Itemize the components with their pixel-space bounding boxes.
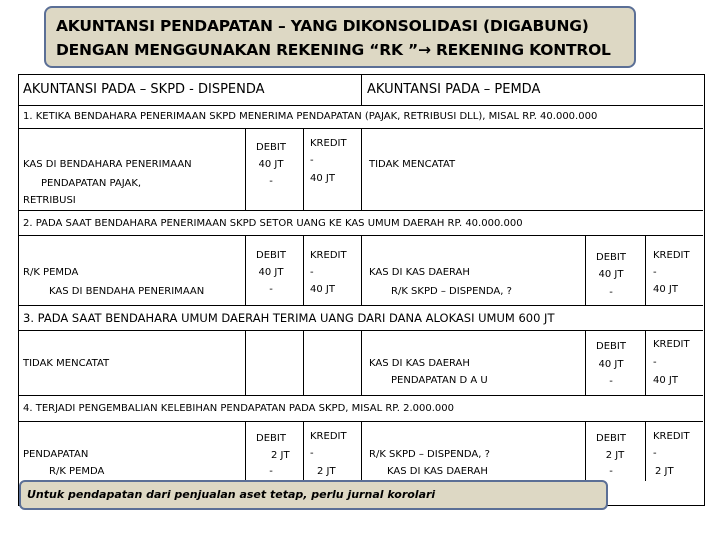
debit-label: DEBIT: [596, 341, 626, 352]
title-line-1: AKUNTANSI PENDAPATAN – YANG DIKONSOLIDASI (DIGABUNG): [56, 17, 589, 35]
debit-value: 2 JT: [271, 450, 290, 461]
debit-value: -: [609, 376, 613, 387]
kredit-value: 40 JT: [310, 284, 335, 295]
divider: [19, 395, 703, 396]
section-4-left-line: PENDAPATAN: [23, 449, 89, 460]
divider: [303, 128, 304, 210]
debit-value: -: [269, 176, 273, 187]
section-1-heading: 1. KETIKA BENDAHARA PENERIMAAN SKPD MENERIMA PENDAPATAN (PAJAK, RETRIBUSI DLL), MISAL RP. 40.000.000: [23, 111, 598, 122]
divider: [645, 235, 646, 305]
kredit-label: KREDIT: [653, 339, 690, 350]
debit-value: 40 JT: [598, 359, 624, 370]
debit-value: 40 JT: [258, 267, 284, 278]
kredit-value: -: [653, 448, 657, 459]
section-3-heading: 3. PADA SAAT BENDAHARA UMUM DAERAH TERIMA UANG DARI DANA ALOKASI UMUM 600 JT: [23, 311, 555, 325]
divider: [303, 235, 304, 305]
debit-value: 40 JT: [598, 269, 624, 280]
journal-table: [18, 74, 705, 506]
divider: [245, 330, 246, 395]
divider: [19, 305, 703, 306]
divider: [19, 105, 703, 106]
kredit-label: KREDIT: [310, 250, 347, 261]
divider: [245, 235, 246, 305]
section-2-left-line: R/K PEMDA: [23, 267, 79, 278]
kredit-value: -: [653, 267, 657, 278]
kredit-value: 40 JT: [310, 173, 335, 184]
debit-value: -: [269, 284, 273, 295]
debit-label: DEBIT: [596, 433, 626, 444]
divider: [645, 330, 646, 395]
divider: [361, 421, 362, 481]
section-4-left-line: R/K PEMDA: [49, 466, 105, 477]
debit-label: DEBIT: [596, 252, 626, 263]
title-line-2-b: REKENING KONTROL: [430, 41, 611, 59]
kredit-value: 40 JT: [653, 375, 678, 386]
divider: [361, 235, 362, 305]
footer-note: [19, 480, 608, 510]
section-3-left-line: TIDAK MENCATAT: [23, 358, 110, 369]
section-1-left-line: KAS DI BENDAHARA PENERIMAAN: [23, 159, 192, 170]
debit-value: 2 JT: [605, 450, 625, 461]
section-1-left-line: PENDAPATAN PAJAK,: [41, 178, 142, 189]
debit-label: DEBIT: [256, 433, 286, 444]
section-3-right-line: PENDAPATAN D A U: [391, 375, 488, 386]
divider: [585, 330, 586, 395]
divider: [245, 128, 246, 210]
section-1-right-line: TIDAK MENCATAT: [369, 159, 456, 170]
divider: [585, 235, 586, 305]
kredit-value: -: [310, 267, 314, 278]
kredit-label: KREDIT: [653, 250, 690, 261]
footer-note-text: Untuk pendapatan dari penjualan aset tetap, perlu jurnal korolari: [27, 488, 436, 501]
section-4-right-line: KAS DI KAS DAERAH: [387, 466, 488, 477]
kredit-label: KREDIT: [310, 431, 347, 442]
section-2-right-line: KAS DI KAS DAERAH: [369, 267, 470, 278]
kredit-value: -: [653, 357, 657, 368]
kredit-value: 40 JT: [653, 284, 678, 295]
section-1-left-line: RETRIBUSI: [23, 195, 76, 206]
column-header-pemda: AKUNTANSI PADA – PEMDA: [367, 82, 541, 97]
divider: [361, 75, 362, 105]
section-2-heading: 2. PADA SAAT BENDAHARA PENERIMAAN SKPD SETOR UANG KE KAS UMUM DAERAH RP. 40.000.000: [23, 218, 523, 229]
title-line-2: [56, 38, 624, 62]
title-box: [44, 6, 636, 68]
section-4-heading: 4. TERJADI PENGEMBALIAN KELEBIHAN PENDAPATAN PADA SKPD, MISAL RP. 2.000.000: [23, 403, 455, 414]
section-2-left-line: KAS DI BENDAHA PENERIMAAN: [49, 286, 205, 297]
column-header-skpd: AKUNTANSI PADA – SKPD - DISPENDA: [23, 82, 265, 97]
kredit-value: 2 JT: [655, 466, 674, 477]
section-2-right-line: R/K SKPD – DISPENDA, ?: [391, 286, 512, 297]
divider: [19, 210, 703, 211]
kredit-value: 2 JT: [317, 466, 336, 477]
divider: [645, 421, 646, 481]
kredit-value: -: [310, 155, 314, 166]
divider: [303, 421, 304, 481]
title-line-2-a: DENGAN MENGGUNAKAN REKENING “RK ”: [56, 41, 418, 59]
divider: [361, 128, 362, 210]
section-3-right-line: KAS DI KAS DAERAH: [369, 358, 470, 369]
debit-value: -: [609, 466, 613, 477]
divider: [361, 330, 362, 395]
arrow-icon: →: [417, 41, 431, 59]
divider: [303, 330, 304, 395]
debit-label: DEBIT: [256, 250, 286, 261]
divider: [245, 421, 246, 481]
kredit-label: KREDIT: [310, 138, 347, 149]
debit-value: 40 JT: [258, 159, 284, 170]
divider: [585, 421, 586, 481]
kredit-value: -: [310, 448, 314, 459]
section-4-right-line: R/K SKPD – DISPENDA, ?: [369, 449, 490, 460]
debit-value: -: [609, 287, 613, 298]
debit-value: -: [269, 466, 273, 477]
debit-label: DEBIT: [256, 142, 286, 153]
kredit-label: KREDIT: [653, 431, 690, 442]
